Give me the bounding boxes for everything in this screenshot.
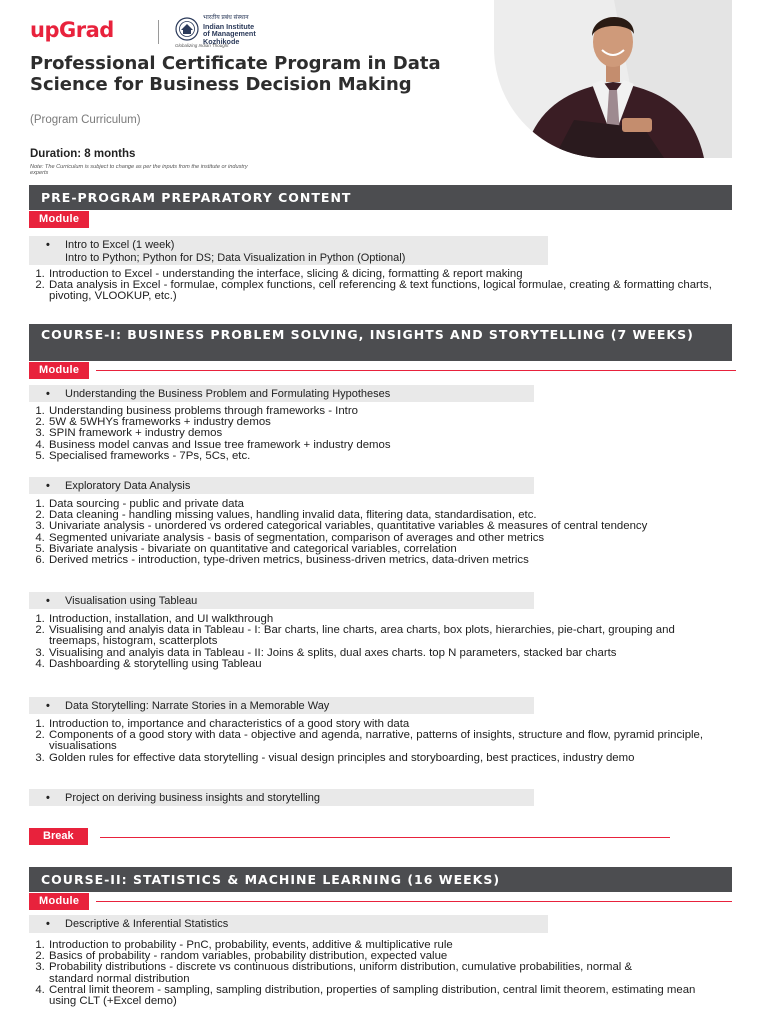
bullet-icon: • (46, 239, 50, 251)
bullet-icon: • (46, 792, 50, 804)
topic-label-line2: Intro to Python; Python for DS; Data Visualization in Python (Optional) (65, 252, 406, 264)
bullet-icon: • (46, 918, 50, 930)
iim-emblem-icon (175, 17, 199, 41)
module-tag: Module (29, 211, 89, 228)
list-item: 1. Introduction, installation, and UI walkthrough (48, 614, 745, 625)
logo-divider (158, 20, 159, 44)
page-subtitle: (Program Curriculum) (30, 114, 141, 126)
list-item: 2. Data analysis in Excel - formulae, complex functions, cell referencing & text functions, logical formulae, creating & formatting charts, pivoting, VLOOKUP, etc.) (48, 280, 745, 302)
list-item: 2. Data cleaning - handling missing values, handling invalid data, flitering data, standardisation, etc. (48, 510, 745, 521)
topic-item-list (30, 940, 745, 1007)
list-item: 4. Central limit theorem - sampling, sampling distribution, properties of sampling distribution, central limit theorem, estimating mean using CLT (+Excel demo) (48, 985, 745, 1007)
list-item: 4. Business model canvas and Issue tree framework + industry demos (48, 440, 745, 451)
list-item: 3. Golden rules for effective data storytelling - visual design principles and storyboarding, best practices, industry demo (48, 753, 745, 764)
businessman-illustration (494, 0, 732, 158)
list-item: 3. Probability distributions - discrete vs continuous distributions, uniform distribution, cumulative probabilities, normal & standard normal distribution (48, 962, 745, 984)
module-topic-project (29, 789, 534, 806)
iim-name-line1: Indian Institute (203, 21, 255, 31)
list-item: 1. Introduction to Excel - understanding the interface, slicing & dicing, formatting & report making (48, 269, 745, 280)
iim-hindi-name: भारतीय प्रबंध संस्थान (203, 15, 249, 21)
topic-item-list (30, 499, 745, 566)
topic-label: Visualisation using Tableau (65, 595, 198, 607)
topic-label: Exploratory Data Analysis (65, 480, 191, 492)
module-divider (96, 370, 736, 371)
curriculum-note: Note: The Curriculum is subject to change as per the inputs from the institute or industry experts (30, 164, 248, 177)
section-header-course-1: COURSE-I: BUSINESS PROBLEM SOLVING, INSIGHTS AND STORYTELLING (7 WEEKS) (29, 324, 732, 361)
topic-label-line1: Intro to Excel (1 week) (65, 239, 175, 251)
list-item: 2. Visualising and analyis data in Tableau - I: Bar charts, line charts, area charts, box plots, hierarchies, pie-chart, grouping and treemaps, histogram, scatterplots (48, 625, 745, 647)
list-item: 4. Dashboarding & storytelling using Tableau (48, 659, 745, 670)
upgrad-logo: upGrad (30, 18, 114, 42)
topic-label: Project on deriving business insights and storytelling (65, 792, 320, 804)
list-item: 2. 5W & 5WHYs frameworks + industry demos (48, 417, 745, 428)
iim-name-line2: of Management (203, 29, 256, 39)
list-item: 1. Introduction to probability - PnC, probability, events, additive & multiplicative rule (48, 940, 745, 951)
bullet-icon: • (46, 700, 50, 712)
topic-item-list (30, 719, 745, 764)
list-item: 1. Understanding business problems through frameworks - Intro (48, 406, 745, 417)
module-tag: Module (29, 362, 89, 379)
module-tag: Module (29, 893, 89, 910)
module-topic-intro (29, 236, 548, 265)
list-item: 1. Introduction to, importance and characteristics of a good story with data (48, 719, 745, 730)
list-item: 3. SPIN framework + industry demos (48, 428, 745, 439)
list-item: 5. Bivariate analysis - bivariate on quantitative and categorical variables, correlation (48, 544, 745, 555)
bullet-icon: • (46, 595, 50, 607)
list-item: 5. Specialised frameworks - 7Ps, 5Cs, etc. (48, 451, 745, 462)
section-header-pre-program: PRE-PROGRAM PREPARATORY CONTENT (29, 185, 732, 210)
module-topic-business-problem (29, 385, 534, 402)
list-item: 2. Components of a good story with data - objective and agenda, narrative, patterns of insights, structure and flow, pyramid principle, visualisations (48, 730, 745, 752)
hero-image (494, 0, 732, 158)
module-divider (96, 901, 732, 902)
topic-item-list (30, 269, 745, 303)
list-item: 3. Univariate analysis - unordered vs ordered categorical variables, quantitative variables & measures of central tendency (48, 521, 745, 532)
topic-label: Data Storytelling: Narrate Stories in a Memorable Way (65, 700, 330, 712)
list-item: 6. Derived metrics - introduction, type-driven metrics, business-driven metrics, data-driven metrics (48, 555, 745, 566)
list-item: 3. Visualising and analyis data in Tableau - II: Joins & splits, dual axes charts. top N parameters, stacked bar charts (48, 648, 745, 659)
list-item: 1. Data sourcing - public and private data (48, 499, 745, 510)
iim-name (203, 15, 256, 45)
module-topic-statistics (29, 915, 548, 933)
break-tag: Break (29, 828, 88, 845)
bullet-icon: • (46, 388, 50, 400)
iim-tagline: Globalizing Indian Thought (175, 43, 229, 48)
topic-item-list (30, 614, 745, 670)
iim-name-line3: Kozhikode (203, 36, 240, 46)
module-topic-tableau (29, 592, 534, 609)
topic-label: Understanding the Business Problem and Formulating Hypotheses (65, 388, 391, 400)
topic-label: Descriptive & Inferential Statistics (65, 918, 229, 930)
topic-item-list (30, 406, 745, 462)
list-item: 4. Segmented univariate analysis - basis of segmentation, comparison of averages and other metrics (48, 533, 745, 544)
list-item: 2. Basics of probability - random variables, probability distribution, expected value (48, 951, 745, 962)
program-duration: Duration: 8 months (30, 148, 136, 160)
break-divider (100, 837, 670, 838)
bullet-icon: • (46, 480, 50, 492)
section-header-course-2: COURSE-II: STATISTICS & MACHINE LEARNING (16 WEEKS) (29, 867, 732, 892)
module-topic-storytelling (29, 697, 534, 714)
page-title: Professional Certificate Program in Data Science for Business Decision Making (30, 53, 441, 95)
module-topic-eda (29, 477, 534, 494)
